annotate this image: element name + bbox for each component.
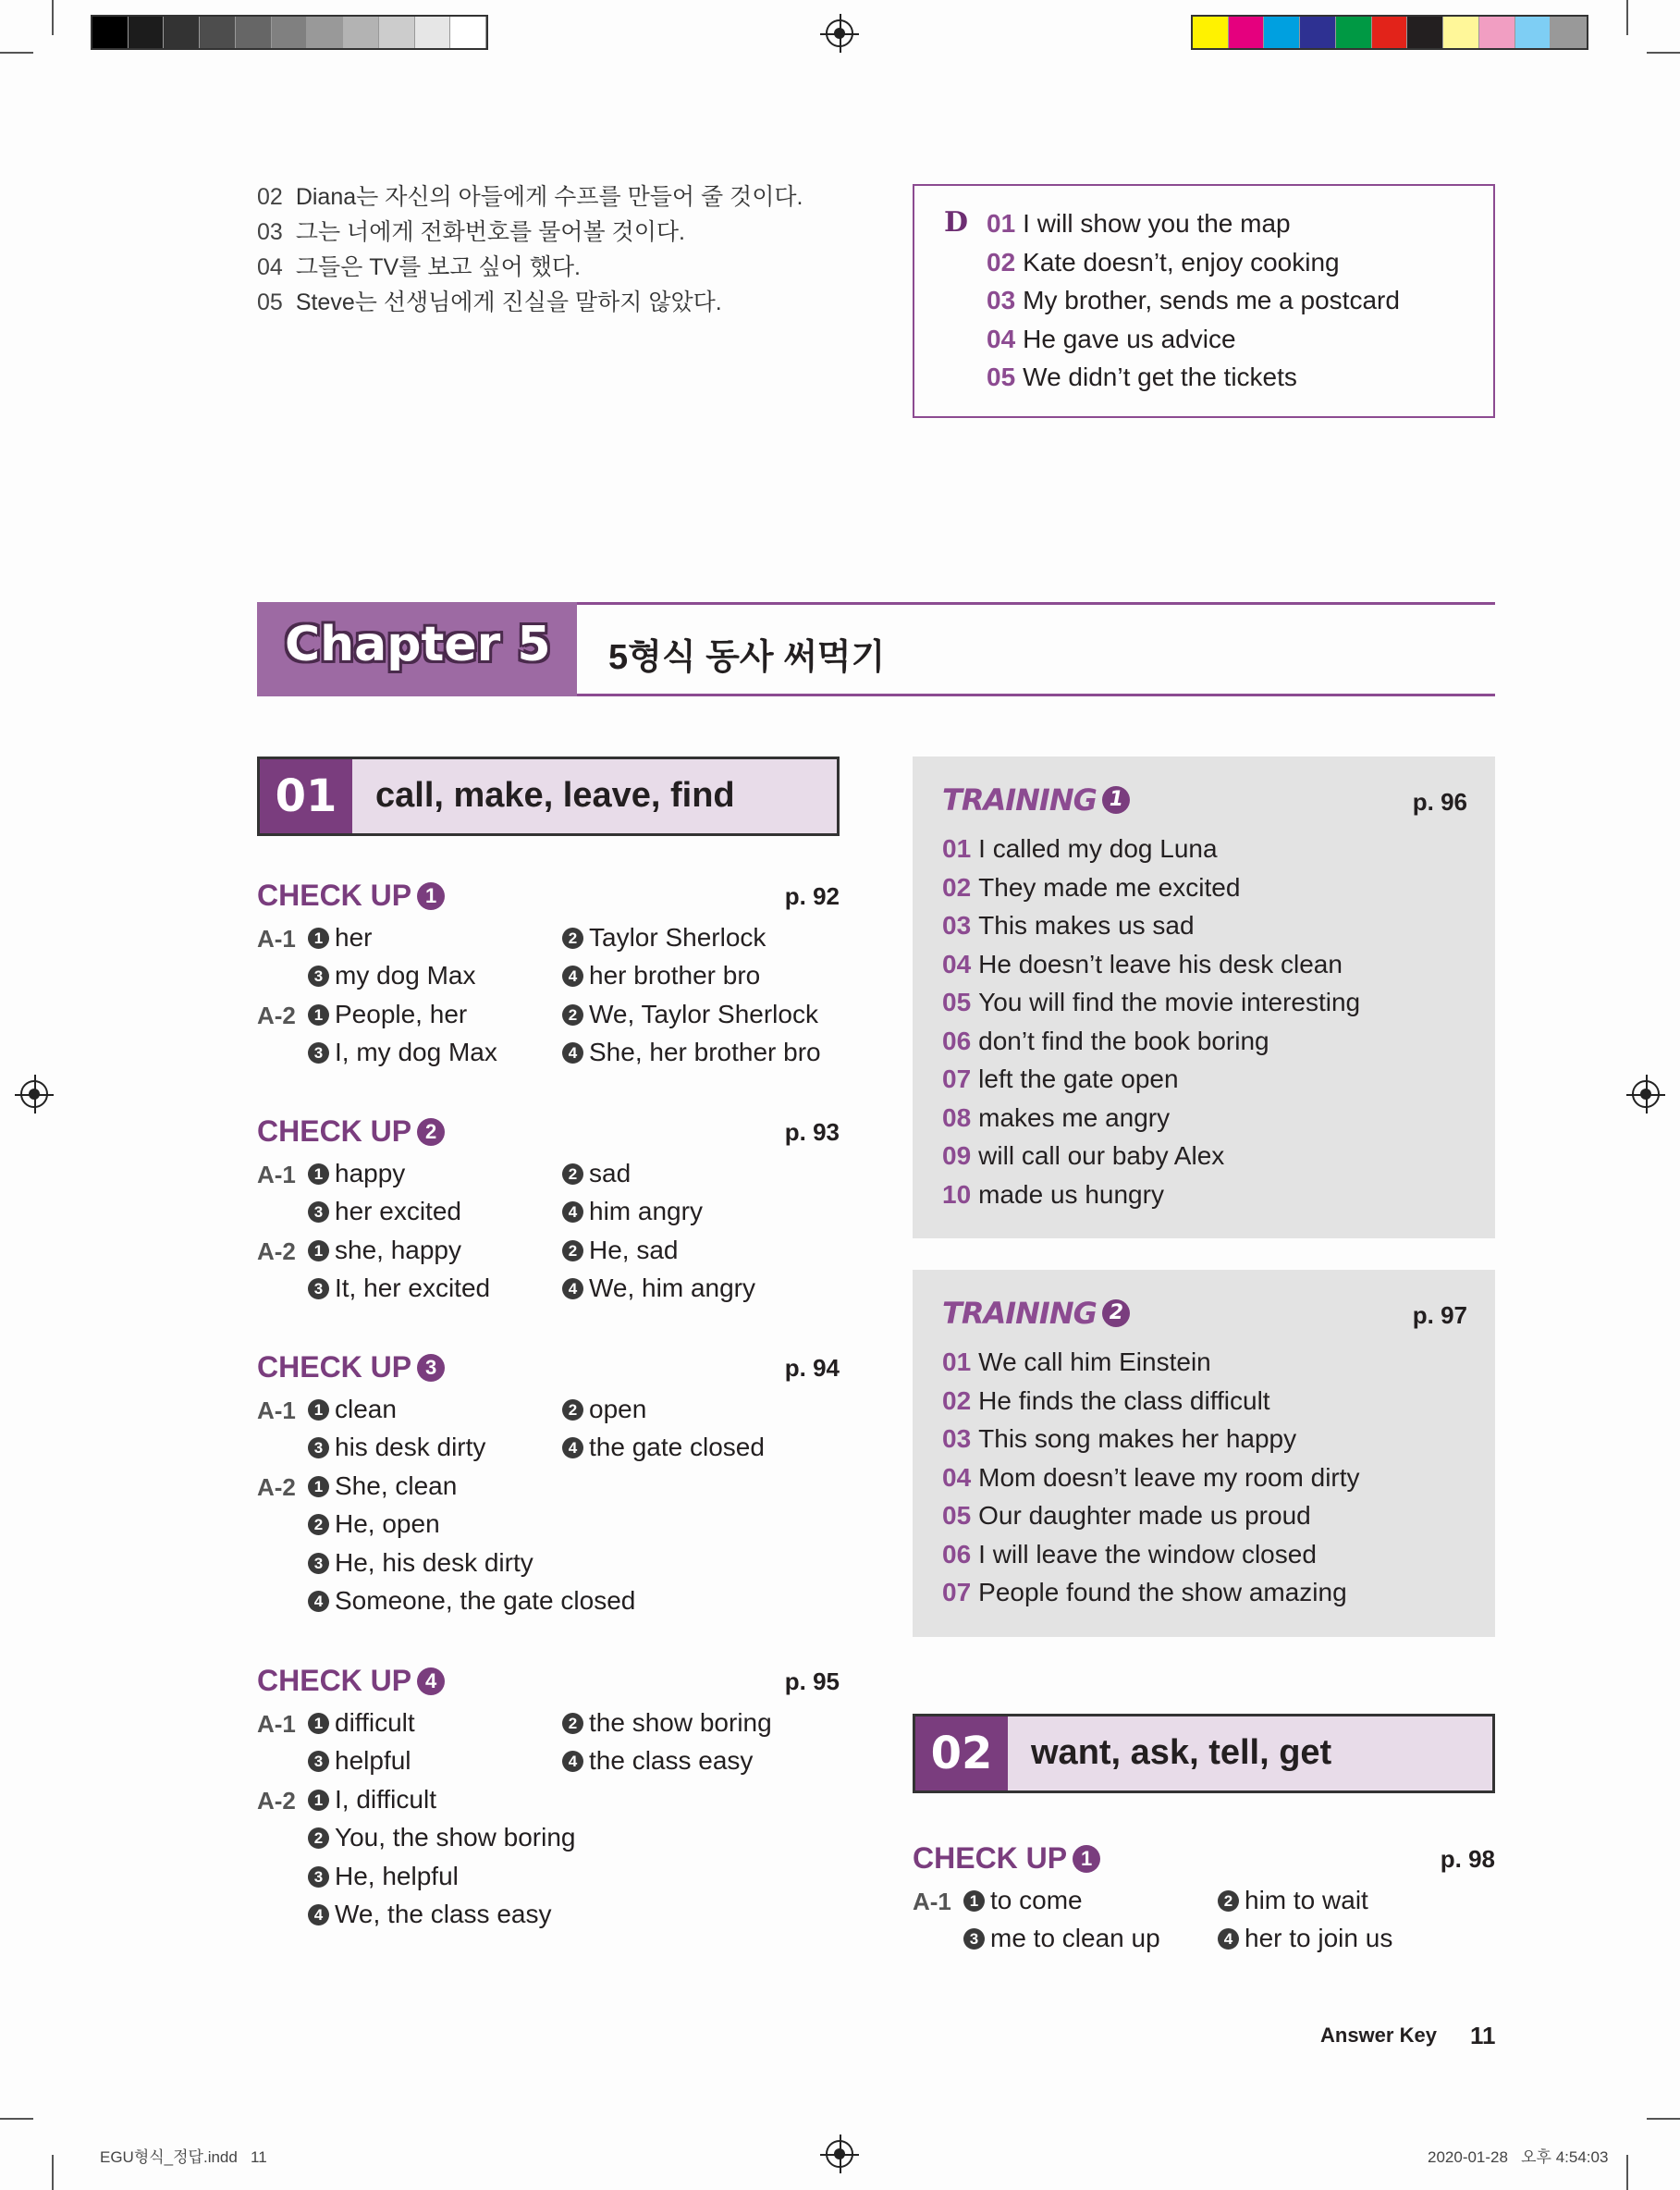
list-item: 05 We didn’t get the tickets xyxy=(987,363,1297,391)
list-item: 03 This makes us sad xyxy=(942,911,1195,940)
list-item: 10 made us hungry xyxy=(942,1179,1164,1209)
color-bar xyxy=(1191,15,1588,50)
check-up-title: CHECK UP 1 xyxy=(257,879,840,913)
list-item: 03 그는 너에게 전화번호를 물어볼 것이다. xyxy=(257,219,685,245)
page-ref: p. 94 xyxy=(784,1354,840,1382)
section-title: want, ask, tell, get xyxy=(1031,1733,1332,1772)
check-up-5: CHECK UP 1 p. 98 A-1 1 to come 2 him to wait 3 me to clean up 4 her to join us xyxy=(913,1841,1495,1952)
list-item: 03 This song makes her happy xyxy=(942,1424,1297,1453)
page-number: 11 xyxy=(1470,2022,1496,2049)
list-item: 09 will call our baby Alex xyxy=(942,1141,1225,1170)
page-ref: p. 93 xyxy=(784,1118,840,1146)
list-item: 08 makes me angry xyxy=(942,1102,1171,1132)
list-item: 05 Steve는 선생님에게 진실을 말하지 않았다. xyxy=(257,289,722,315)
list-item: 05 You will find the movie interesting xyxy=(942,988,1361,1016)
slug-left: EGU형식_정답.indd 11 xyxy=(100,2148,267,2166)
check-up-title: CHECK UP 1 xyxy=(913,1841,1495,1876)
list-item: 01 I called my dog Luna xyxy=(942,834,1218,863)
check-up-2: CHECK UP 2 p. 93 A-1 1 happy 2 sad 3 her excited 4 him angry A-2 1 she, happy 2 He, sad 3 It, her excited 4 We, him angry xyxy=(257,1114,840,1302)
korean-answers xyxy=(257,179,803,320)
list-item: 02 He finds the class difficult xyxy=(942,1385,1270,1415)
answer-box-d xyxy=(913,184,1495,418)
registration-mark-top xyxy=(826,19,853,47)
page-ref: p. 98 xyxy=(1440,1845,1495,1873)
box-label: D xyxy=(944,206,969,239)
list-item: 07 People found the show amazing xyxy=(942,1578,1347,1606)
registration-mark-right xyxy=(1632,1080,1660,1108)
page-ref: p. 96 xyxy=(1412,788,1467,816)
list-item: 06 I will leave the window closed xyxy=(942,1539,1317,1569)
check-up-1: CHECK UP 1 p. 92 A-1 1 her 2 Taylor Sherlock 3 my dog Max 4 her brother bro A-2 1 People, her 2 We, Taylor Sherlock 3 I, my dog Max 4 She, her brother bro xyxy=(257,879,840,1066)
chapter-label: Chapter 5 xyxy=(285,617,551,672)
page-ref: p. 92 xyxy=(784,882,840,910)
training-title: TRAINING 1 xyxy=(942,782,1130,818)
list-item: 07 left the gate open xyxy=(942,1064,1179,1093)
check-up-4: CHECK UP 4 p. 95 A-1 1 difficult 2 the show boring 3 helpful 4 the class easy A-2 1 I, difficult 2 You, the show boring 3 He, helpful 4 We, the class easy xyxy=(257,1664,840,1928)
registration-mark-left xyxy=(20,1080,48,1108)
page-ref: p. 97 xyxy=(1412,1301,1467,1329)
check-up-title: CHECK UP 4 xyxy=(257,1664,840,1698)
list-item: 03 My brother, sends me a postcard xyxy=(987,286,1400,314)
section-header-02 xyxy=(913,1714,1495,1793)
training-2-box xyxy=(913,1270,1495,1637)
registration-mark-bottom xyxy=(826,2140,853,2168)
grayscale-bar xyxy=(91,15,488,50)
check-up-3: CHECK UP 3 p. 94 A-1 1 clean 2 open 3 his desk dirty 4 the gate closed A-2 1 She, clean 2 He, open 3 He, his desk dirty 4 Someone, the gate closed xyxy=(257,1350,840,1615)
check-up-title: CHECK UP 2 xyxy=(257,1114,840,1149)
chapter-title: 5형식 동사 써먹기 xyxy=(608,638,886,677)
list-item: 04 Mom doesn’t leave my room dirty xyxy=(942,1462,1360,1492)
section-number: 01 xyxy=(260,759,352,833)
section-number: 02 xyxy=(915,1716,1008,1790)
slug-right: 2020-01-28 오후 4:54:03 xyxy=(1428,2148,1609,2166)
section-title: call, make, leave, find xyxy=(375,776,735,815)
list-item: 02 Diana는 자신의 아들에게 수프를 만들어 줄 것이다. xyxy=(257,184,803,210)
training-1-box xyxy=(913,757,1495,1238)
footer-label: Answer Key xyxy=(1320,2024,1437,2047)
list-item: 05 Our daughter made us proud xyxy=(942,1501,1311,1530)
list-item: 04 He doesn’t leave his desk clean xyxy=(942,949,1343,978)
section-header-01 xyxy=(257,757,840,836)
check-up-title: CHECK UP 3 xyxy=(257,1350,840,1384)
list-item: 01 I will show you the map xyxy=(987,209,1291,238)
list-item: 04 그들은 TV를 보고 싶어 했다. xyxy=(257,254,581,280)
list-item: 06 don’t find the book boring xyxy=(942,1026,1269,1055)
page-ref: p. 95 xyxy=(784,1667,840,1695)
list-item: 01 We call him Einstein xyxy=(942,1347,1211,1376)
training-title: TRAINING 2 xyxy=(942,1296,1130,1331)
chapter-badge xyxy=(257,602,577,696)
chapter-header xyxy=(257,602,1495,696)
list-item: 02 They made me excited xyxy=(942,872,1241,902)
list-item: 04 He gave us advice xyxy=(987,324,1236,353)
list-item: 02 Kate doesn’t, enjoy cooking xyxy=(987,247,1340,277)
